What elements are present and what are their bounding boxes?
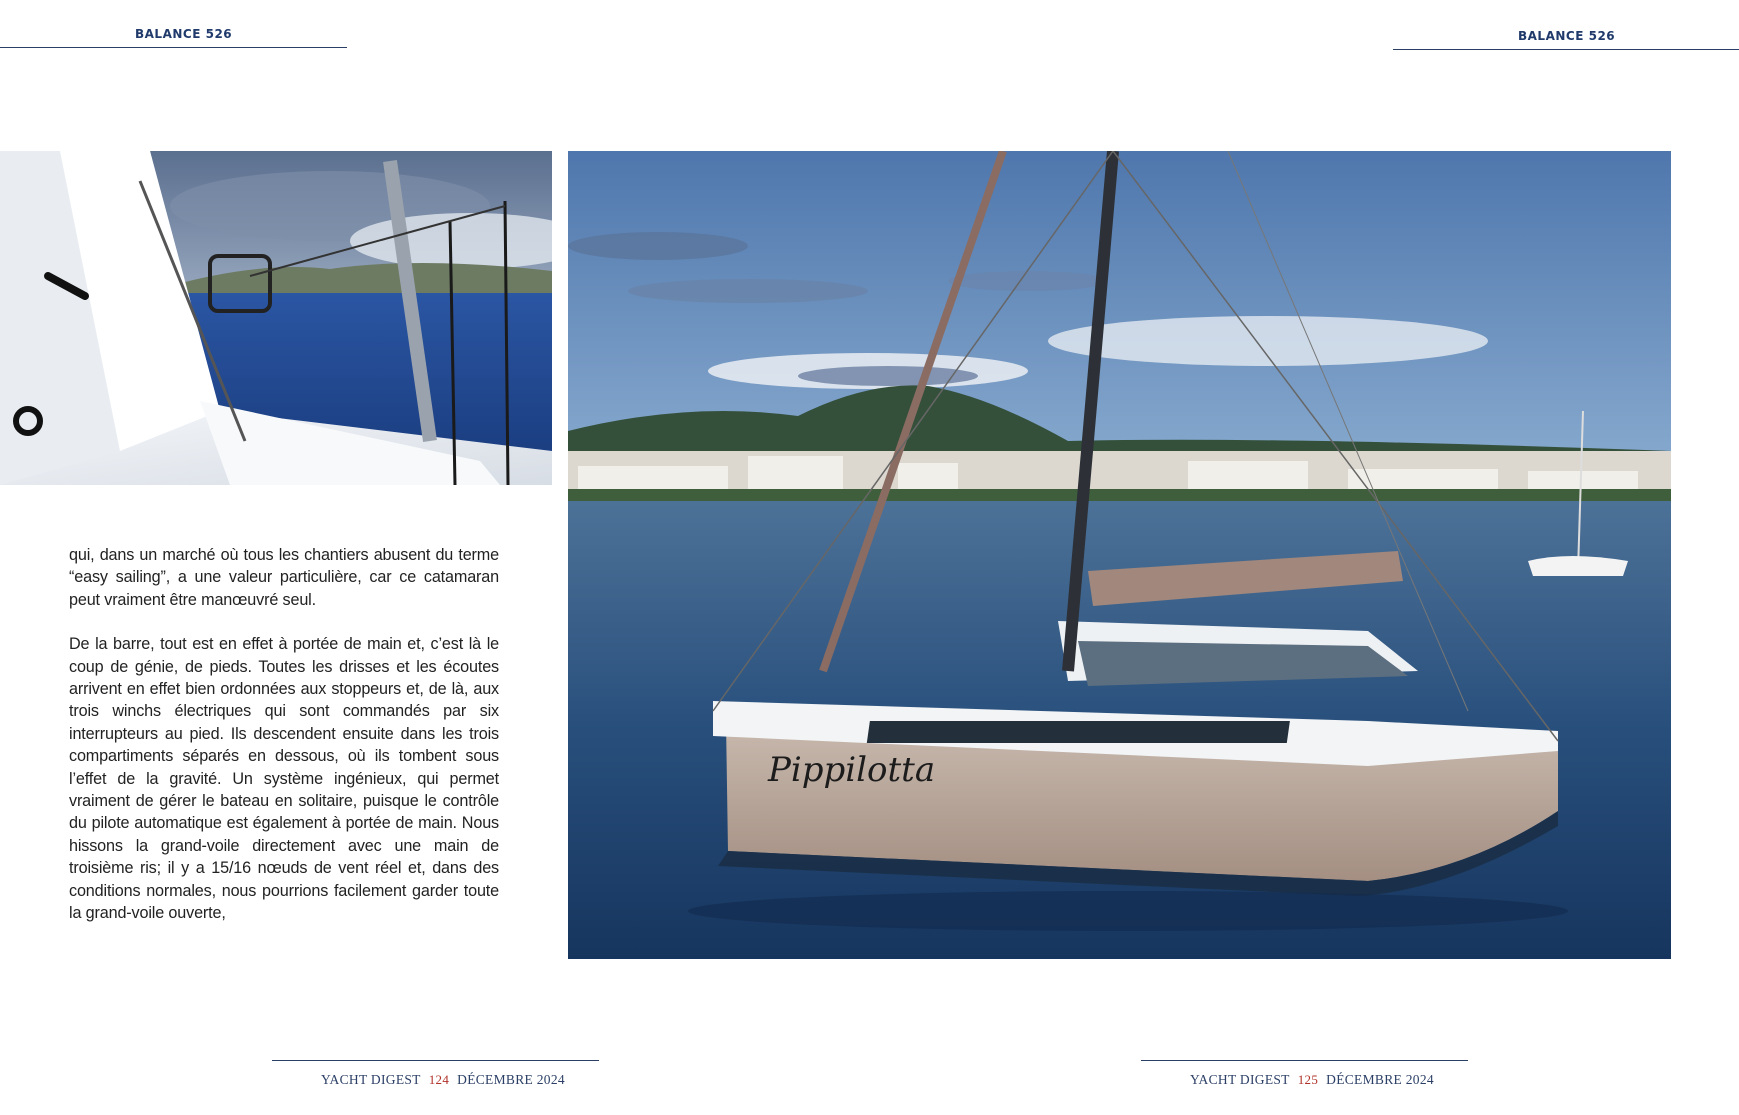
header-rule-right — [1393, 49, 1739, 50]
article-paragraph: De la barre, tout est en effet à portée de main et, c’est là le coup de génie, de pieds. Toutes les drisses et les écoutes arrivent en effet bien ordonnées aux stoppeurs et, de là, aux trois winchs électriques qui sont commandés par six interrupteurs au pied. Ils descendent ensuite dans les trois compartiments séparés en dessous, où ils tombent sous l’effet de la gravité. Un système ingénieux, qui permet vraiment de gérer le bateau en solitaire, puisque le contrôle du pilote automatique est également à portée de main. Nous hissons la grand-voile directement avec une main de troisième ris; il y a 15/16 nœuds de vent réel et, dans des conditions normales, nous pourrions facilement garder toute la grand-voile ouverte, — [69, 635, 499, 923]
footer-magazine-name: YACHT DIGEST — [321, 1072, 421, 1087]
footer-rule-right — [1141, 1060, 1468, 1061]
footer-date: DÉCEMBRE 2024 — [1326, 1072, 1434, 1087]
header-rule-left — [0, 47, 347, 48]
footer-left — [321, 1072, 565, 1088]
catamaran-photo — [568, 151, 1671, 959]
boat-name-lettering: Pippilotta — [768, 750, 936, 790]
running-header-right: BALANCE 526 — [1518, 29, 1616, 43]
deck-photo — [0, 151, 552, 485]
article-body — [69, 544, 499, 925]
footer-rule-left — [272, 1060, 599, 1061]
footer-right — [1190, 1072, 1434, 1088]
page-number: 125 — [1297, 1072, 1319, 1087]
footer-magazine-name: YACHT DIGEST — [1190, 1072, 1290, 1087]
article-paragraph: qui, dans un marché où tous les chantiers abusent du terme “easy sailing”, a une valeur particulière, car ce catamaran peut vraiment être manœuvré seul. — [69, 546, 499, 609]
footer-date: DÉCEMBRE 2024 — [457, 1072, 565, 1087]
running-header-left: BALANCE 526 — [135, 27, 233, 41]
page-number: 124 — [428, 1072, 450, 1087]
